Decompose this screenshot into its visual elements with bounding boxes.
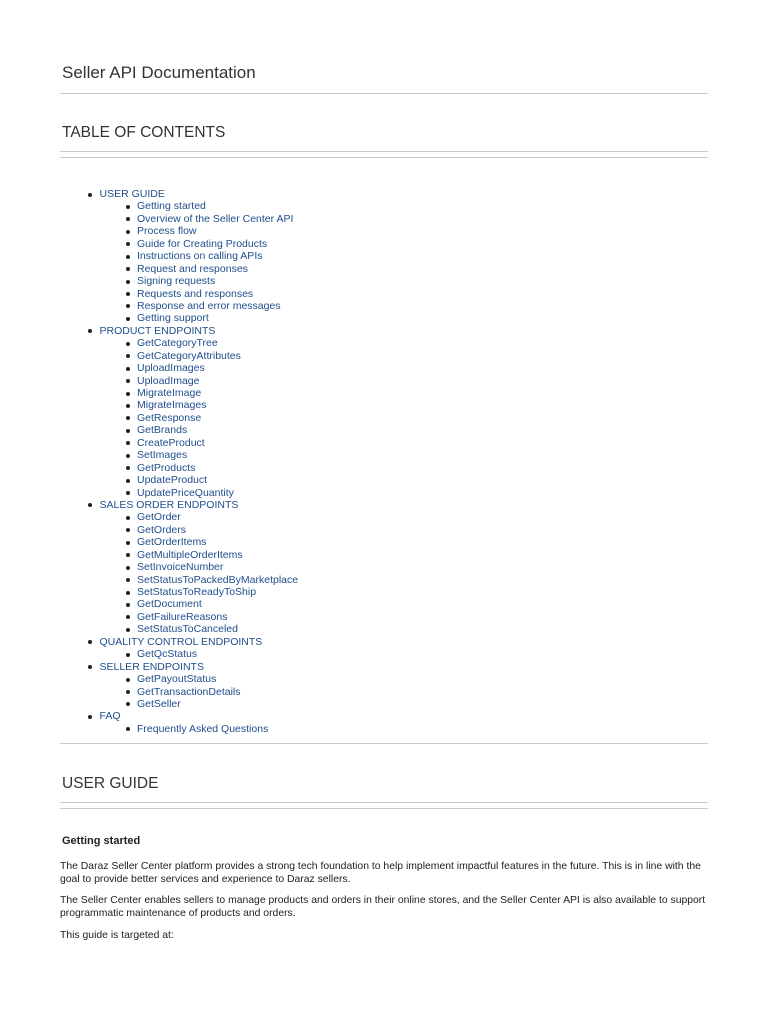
title-divider: [60, 93, 708, 94]
bullet-icon: [126, 541, 130, 545]
toc-section-item: [60, 710, 700, 722]
toc-subsection-item: [60, 200, 700, 212]
bullet-icon: [126, 466, 130, 470]
toc-section-item: [60, 661, 700, 673]
intro-paragraph-3: This guide is targeted at:: [60, 930, 174, 941]
toc-subsection-link[interactable]: GetFailureReasons: [137, 610, 228, 623]
toc-section-link[interactable]: SALES ORDER ENDPOINTS: [99, 498, 239, 511]
toc-subsection-item: [60, 375, 700, 387]
toc-subsection-link[interactable]: GetOrders: [137, 523, 187, 536]
bullet-icon: [126, 304, 130, 308]
toc-subsection-item: [60, 238, 700, 250]
bullet-icon: [126, 367, 130, 371]
toc-subsection-item: [60, 574, 700, 586]
toc-subsection-link[interactable]: GetBrands: [137, 424, 188, 437]
toc-subsection-item: [60, 673, 700, 685]
bullet-icon: [126, 429, 130, 433]
toc-subsection-link[interactable]: Overview of the Seller Center API: [137, 212, 294, 225]
toc-subsection-item: [60, 487, 700, 499]
toc-subsection-item: [60, 362, 700, 374]
bullet-icon: [126, 553, 130, 557]
bullet-icon: [126, 354, 130, 358]
toc-subsection-link[interactable]: GetDocument: [137, 598, 202, 611]
bullet-icon: [88, 193, 92, 197]
toc-subsection-link[interactable]: UploadImages: [137, 362, 205, 375]
toc-subsection-link[interactable]: GetCategoryAttributes: [137, 349, 241, 362]
toc-section-item: [60, 325, 700, 337]
bullet-icon: [126, 267, 130, 271]
toc-list: [60, 188, 700, 735]
bullet-icon: [88, 665, 92, 669]
toc-subsection-item: [60, 225, 700, 237]
bullet-icon: [126, 342, 130, 346]
toc-subsection-item: [60, 424, 700, 436]
toc-section-item: [60, 188, 700, 200]
toc-subsection-item: [60, 561, 700, 573]
bullet-icon: [88, 329, 92, 333]
bullet-icon: [88, 503, 92, 507]
bullet-icon: [126, 591, 130, 595]
toc-subsection-link[interactable]: Response and error messages: [137, 299, 281, 312]
toc-subsection-item: [60, 300, 700, 312]
user-guide-divider-top: [60, 802, 708, 803]
intro-paragraph-1: The Daraz Seller Center platform provides a strong tech foundation to help implement impactful features in the future. This is in line with the goal to provide better services and experience to Daraz sellers.: [60, 861, 701, 885]
toc-subsection-item: [60, 623, 700, 635]
toc-subsection-link[interactable]: Getting started: [137, 200, 206, 213]
toc-subsection-item: [60, 462, 700, 474]
toc-end-divider: [60, 743, 708, 744]
bullet-icon: [126, 690, 130, 694]
bullet-icon: [126, 242, 130, 246]
bullet-icon: [126, 491, 130, 495]
toc-subsection-item: [60, 312, 700, 324]
toc-subsection-link[interactable]: Request and responses: [137, 262, 248, 275]
toc-subsection-item: [60, 511, 700, 523]
toc-subsection-link[interactable]: SetStatusToReadyToShip: [137, 586, 257, 598]
toc-subsection-link[interactable]: UpdatePriceQuantity: [137, 486, 234, 499]
toc-subsection-item: [60, 337, 700, 349]
bullet-icon: [126, 628, 130, 632]
getting-started-heading: Getting started: [62, 835, 141, 847]
bullet-icon: [126, 678, 130, 682]
bullet-icon: [126, 441, 130, 445]
bullet-icon: [126, 379, 130, 383]
bullet-icon: [126, 217, 130, 221]
bullet-icon: [126, 727, 130, 731]
bullet-icon: [126, 280, 130, 284]
toc-subsection-link[interactable]: Process flow: [137, 225, 197, 238]
bullet-icon: [126, 205, 130, 209]
toc-subsection-link[interactable]: SetStatusToCanceled: [137, 623, 238, 636]
bullet-icon: [126, 702, 130, 706]
toc-subsection-item: [60, 598, 700, 610]
bullet-icon: [126, 528, 130, 532]
toc-subsection-link[interactable]: SetInvoiceNumber: [137, 561, 224, 574]
toc-subsection-item: [60, 449, 700, 461]
bullet-icon: [126, 454, 130, 458]
table-of-contents: [60, 188, 700, 735]
toc-section-item: [60, 636, 700, 648]
toc-subsection-item: [60, 250, 700, 262]
toc-subsection-item: [60, 723, 700, 735]
toc-subsection-link[interactable]: Instructions on calling APIs: [137, 250, 263, 263]
bullet-icon: [126, 653, 130, 657]
bullet-icon: [126, 255, 130, 259]
toc-subsection-item: [60, 412, 700, 424]
toc-subsection-item: [60, 275, 700, 287]
toc-subsection-link[interactable]: GetPayoutStatus: [137, 673, 217, 686]
toc-divider-top: [60, 151, 708, 152]
toc-section-link[interactable]: PRODUCT ENDPOINTS: [99, 324, 216, 337]
toc-subsection-item: [60, 387, 700, 399]
toc-subsection-link[interactable]: GetSeller: [137, 697, 181, 710]
bullet-icon: [126, 603, 130, 607]
toc-subsection-item: [60, 437, 700, 449]
toc-subsection-item: [60, 536, 700, 548]
toc-subsection-link[interactable]: GetOrder: [137, 511, 181, 524]
toc-subsection-link[interactable]: MigrateImage: [137, 387, 202, 399]
bullet-icon: [126, 566, 130, 570]
toc-subsection-item: [60, 263, 700, 275]
toc-subsection-link[interactable]: CreateProduct: [137, 436, 205, 449]
toc-subsection-link[interactable]: GetQcStatus: [137, 648, 198, 661]
bullet-icon: [126, 416, 130, 420]
toc-subsection-link[interactable]: GetProducts: [137, 461, 196, 474]
bullet-icon: [126, 230, 130, 234]
bullet-icon: [126, 516, 130, 520]
toc-subsection-item: [60, 586, 700, 598]
toc-subsection-link[interactable]: Frequently Asked Questions: [137, 722, 269, 735]
bullet-icon: [126, 292, 130, 296]
toc-subsection-link[interactable]: Requests and responses: [137, 287, 254, 300]
toc-divider-bottom: [60, 157, 708, 158]
toc-subsection-item: [60, 686, 700, 698]
toc-subsection-link[interactable]: GetCategoryTree: [137, 337, 218, 350]
toc-subsection-item: [60, 399, 700, 411]
toc-subsection-link[interactable]: MigrateImages: [137, 399, 207, 412]
intro-paragraph-2: The Seller Center enables sellers to manage products and orders in their online stores, and the Seller Center API is also available to support programmatic maintenance of products and orders.: [60, 895, 706, 919]
toc-subsection-item: [60, 213, 700, 225]
bullet-icon: [88, 715, 92, 719]
toc-subsection-link[interactable]: GetTransactionDetails: [137, 685, 241, 698]
toc-subsection-link[interactable]: Guide for Creating Products: [137, 237, 268, 250]
toc-section-link[interactable]: USER GUIDE: [99, 188, 165, 200]
bullet-icon: [126, 317, 130, 321]
toc-section-link[interactable]: QUALITY CONTROL ENDPOINTS: [99, 635, 263, 648]
toc-section-link[interactable]: FAQ: [99, 710, 121, 723]
toc-heading: TABLE OF CONTENTS: [62, 124, 226, 141]
toc-subsection-link[interactable]: Signing requests: [137, 275, 216, 288]
bullet-icon: [126, 479, 130, 483]
toc-subsection-item: [60, 611, 700, 623]
toc-subsection-link[interactable]: GetResponse: [137, 411, 202, 424]
toc-section-item: [60, 499, 700, 511]
toc-subsection-item: [60, 350, 700, 362]
toc-subsection-item: [60, 698, 700, 710]
toc-subsection-link[interactable]: UploadImage: [137, 374, 200, 387]
toc-subsection-link[interactable]: Getting support: [137, 312, 209, 325]
toc-subsection-link[interactable]: GetOrderItems: [137, 536, 207, 549]
user-guide-divider-bottom: [60, 808, 708, 809]
toc-subsection-item: [60, 648, 700, 660]
toc-subsection-item: [60, 549, 700, 561]
toc-subsection-item: [60, 288, 700, 300]
toc-subsection-item: [60, 474, 700, 486]
toc-subsection-link[interactable]: GetMultipleOrderItems: [137, 548, 243, 561]
toc-subsection-link[interactable]: SetStatusToPackedByMarketplace: [137, 573, 299, 586]
user-guide-heading: USER GUIDE: [62, 775, 159, 792]
bullet-icon: [126, 578, 130, 582]
document-title: Seller API Documentation: [62, 63, 256, 82]
bullet-icon: [126, 615, 130, 619]
toc-subsection-item: [60, 524, 700, 536]
toc-section-link[interactable]: SELLER ENDPOINTS: [99, 660, 204, 673]
bullet-icon: [126, 404, 130, 408]
toc-subsection-link[interactable]: SetImages: [137, 449, 188, 462]
toc-subsection-link[interactable]: UpdateProduct: [137, 474, 208, 487]
bullet-icon: [88, 640, 92, 644]
bullet-icon: [126, 392, 130, 396]
